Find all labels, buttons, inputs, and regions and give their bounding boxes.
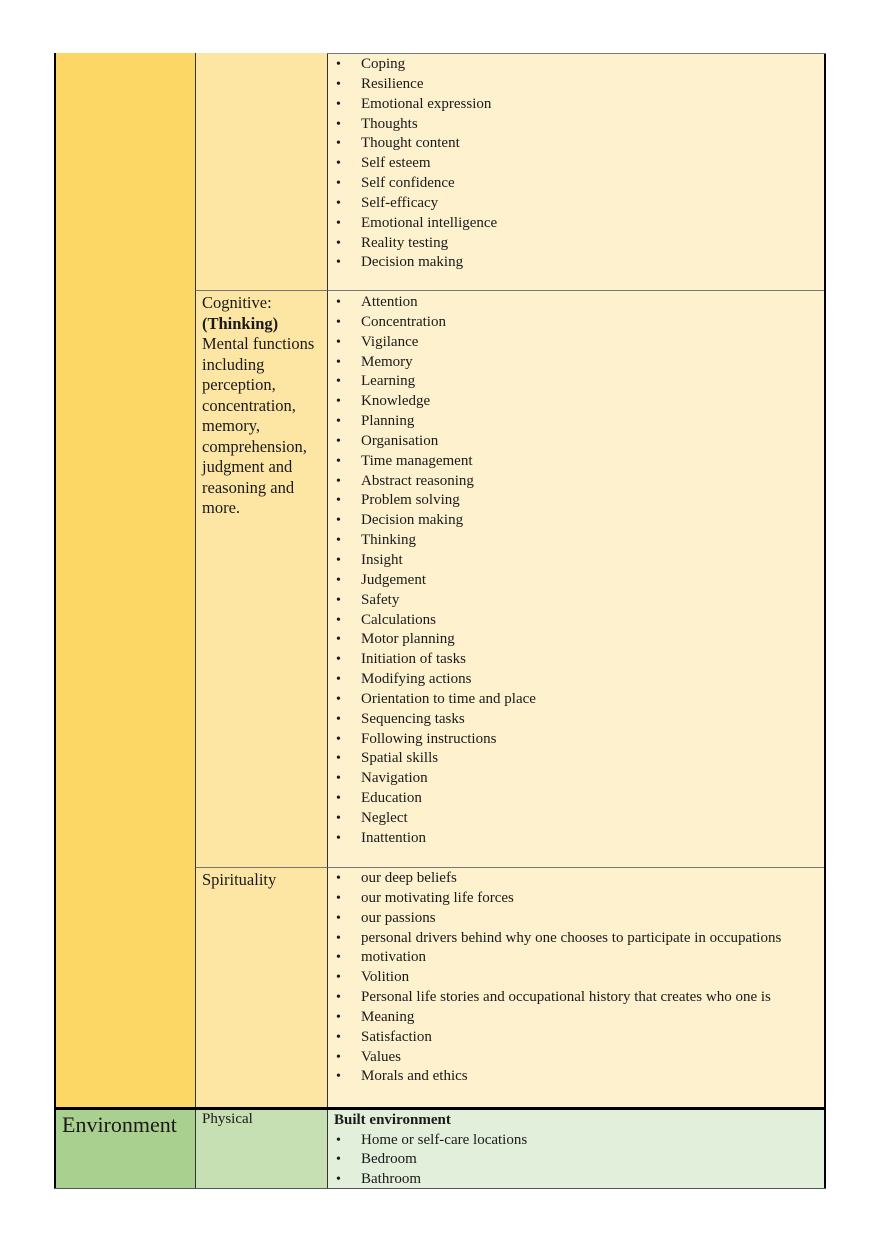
list-item: • Satisfaction <box>328 1028 826 1048</box>
spirituality-list <box>328 869 826 1087</box>
physical-label-cell <box>195 1110 327 1189</box>
list-item: • personal drivers behind why one chooses to participate in occupations <box>328 929 826 949</box>
list-item: • Values <box>328 1048 826 1068</box>
physical-label: Physical <box>202 1111 253 1127</box>
list-item: • Following instructions <box>328 730 826 750</box>
list-item: • Personal life stories and occupational history that creates who one is <box>328 988 826 1008</box>
list-item: • Self-efficacy <box>328 194 826 214</box>
list-item: • Judgement <box>328 571 826 591</box>
emotional-list <box>328 55 826 273</box>
cognitive-items-cell <box>327 291 826 868</box>
list-item: • Knowledge <box>328 392 826 412</box>
cognitive-label-bold: (Thinking) <box>202 313 279 333</box>
cognitive-label-cell <box>195 291 327 868</box>
list-item: • motivation <box>328 948 826 968</box>
spirituality-label-cell <box>195 868 327 1108</box>
list-item: • Home or self-care locations <box>328 1131 826 1151</box>
list-item: • Bathroom <box>328 1170 826 1190</box>
list-item: • Calculations <box>328 611 826 631</box>
emotional-label-cell <box>195 53 327 291</box>
list-item: • Sequencing tasks <box>328 710 826 730</box>
list-item: • Neglect <box>328 809 826 829</box>
environment-list <box>328 1131 826 1191</box>
list-item: • Emotional intelligence <box>328 214 826 234</box>
list-item: • Vigilance <box>328 333 826 353</box>
spirituality-label: Spirituality <box>202 870 277 889</box>
list-item: • Self esteem <box>328 154 826 174</box>
list-item: • Planning <box>328 412 826 432</box>
list-item: • our motivating life forces <box>328 889 826 909</box>
built-environment-heading: Built environment <box>334 1112 451 1128</box>
top-border <box>327 53 826 54</box>
list-item: • Memory <box>328 353 826 373</box>
list-item: • Reality testing <box>328 234 826 254</box>
person-category-cell <box>54 53 195 1108</box>
list-item: • Navigation <box>328 769 826 789</box>
environment-category-cell <box>54 1110 195 1189</box>
bottom-border <box>54 1188 826 1189</box>
list-item: • Orientation to time and place <box>328 690 826 710</box>
emotional-items-cell <box>327 53 826 291</box>
list-item: • Initiation of tasks <box>328 650 826 670</box>
cognitive-label <box>196 291 327 519</box>
list-item: • Attention <box>328 293 826 313</box>
spirituality-items-cell <box>327 868 826 1108</box>
list-item: • Decision making <box>328 253 826 273</box>
list-item: • Time management <box>328 452 826 472</box>
list-item: • Motor planning <box>328 630 826 650</box>
environment-category-label: Environment <box>62 1112 177 1137</box>
list-item: • Self confidence <box>328 174 826 194</box>
list-item: • Resilience <box>328 75 826 95</box>
list-item: • our deep beliefs <box>328 869 826 889</box>
list-item: • Inattention <box>328 829 826 849</box>
cognitive-list <box>328 293 826 849</box>
list-item: • our passions <box>328 909 826 929</box>
list-item: • Spatial skills <box>328 749 826 769</box>
list-item: • Bedroom <box>328 1150 826 1170</box>
list-item: • Coping <box>328 55 826 75</box>
list-item: • Learning <box>328 372 826 392</box>
list-item: • Organisation <box>328 432 826 452</box>
list-item: • Safety <box>328 591 826 611</box>
cognitive-label-desc: Mental functions including perception, concentration, memory, comprehension, judgment and reasoning and more. <box>202 334 315 517</box>
list-item: • Abstract reasoning <box>328 472 826 492</box>
list-item: • Problem solving <box>328 491 826 511</box>
list-item: • Education <box>328 789 826 809</box>
list-item: • Meaning <box>328 1008 826 1028</box>
list-item: • Modifying actions <box>328 670 826 690</box>
list-item: • Decision making <box>328 511 826 531</box>
list-item: • Insight <box>328 551 826 571</box>
cognitive-label-prefix: Cognitive: <box>202 293 272 312</box>
physical-items-cell <box>327 1110 826 1189</box>
list-item: • Thought content <box>328 134 826 154</box>
list-item: • Thoughts <box>328 115 826 135</box>
list-item: • Concentration <box>328 313 826 333</box>
list-item: • Morals and ethics <box>328 1067 826 1087</box>
list-item: • Emotional expression <box>328 95 826 115</box>
list-item: • Thinking <box>328 531 826 551</box>
list-item: • Volition <box>328 968 826 988</box>
